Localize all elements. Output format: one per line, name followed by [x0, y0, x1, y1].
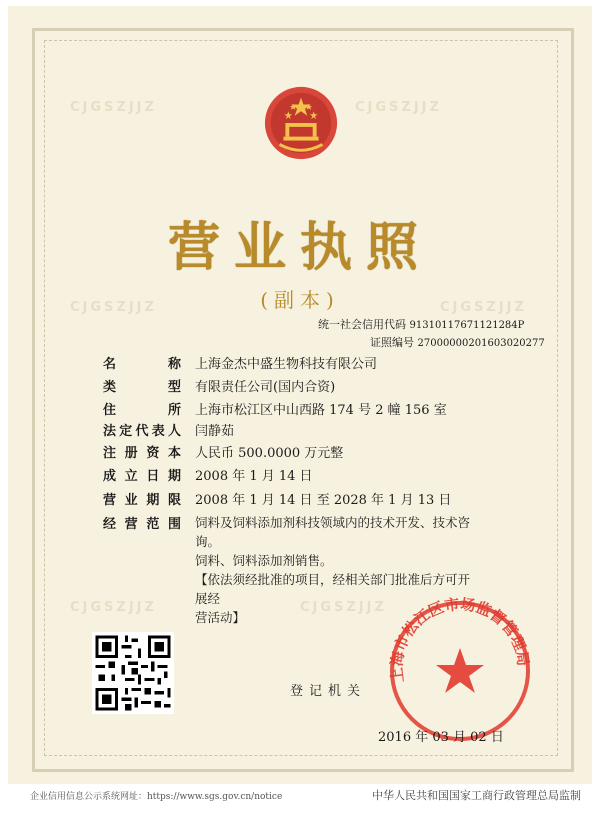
- field-value-type: 有限责任公司(国内合资): [195, 380, 336, 395]
- national-emblem-icon: [262, 84, 340, 162]
- field-label-text: 法 定 代 表 人: [103, 424, 181, 439]
- field-label-capital: [103, 442, 181, 461]
- document-subtitle: (副本): [260, 288, 340, 312]
- cert-no-value: 27000000201603020277: [417, 338, 545, 349]
- field-label-legal-rep: [103, 420, 181, 439]
- issue-date: 2016 年 03 月 02 日: [378, 730, 504, 745]
- registration-authority: 登记机关: [290, 684, 367, 699]
- field-value-capital: 人民币 500.0000 万元整: [195, 446, 344, 461]
- credit-code-row: [318, 316, 524, 332]
- field-value-legal-rep: 闫静茹: [195, 424, 235, 439]
- field-label-text: 名 称: [103, 357, 181, 372]
- watermark: CJGSZJJZ: [70, 300, 157, 315]
- watermark: CJGSZJJZ: [70, 600, 157, 615]
- footer-website: 企业信用信息公示系统网址：https://www.sgs.gov.cn/notice: [30, 792, 283, 802]
- field-label-text: 成 立 日 期: [103, 469, 181, 484]
- field-value-established: 2008 年 1 月 14 日: [195, 469, 313, 484]
- field-label-text: 经 营 范 围: [103, 517, 181, 532]
- business-scope-line: 【依法须经批准的项目，经相关部门批准后方可开展经: [195, 572, 471, 606]
- watermark: CJGSZJJZ: [300, 600, 387, 615]
- field-label-text: 营 业 期 限: [103, 493, 181, 508]
- field-label-type: [103, 376, 181, 395]
- field-label-text: 注 册 资 本: [103, 446, 181, 461]
- seal-text: 上海市松江区市场监督管理局: [387, 596, 533, 684]
- field-value-address: 上海市松江区中山西路 174 号 2 幢 156 室: [195, 403, 447, 418]
- field-value-term: 2008 年 1 月 14 日 至 2028 年 1 月 13 日: [195, 493, 452, 508]
- field-label-scope: [103, 513, 181, 532]
- qr-code-icon[interactable]: [92, 632, 174, 714]
- credit-code-label: 统一社会信用代码: [318, 318, 406, 331]
- business-scope-line: 饲料及饲料添加剂科技领域内的技术开发、技术咨询。: [195, 515, 471, 549]
- business-scope-line: 饲料、饲料添加剂销售。: [195, 553, 333, 568]
- watermark: CJGSZJJZ: [70, 100, 157, 115]
- credit-code-value: 91310117671121284P: [409, 320, 525, 331]
- watermark: CJGSZJJZ: [440, 300, 527, 315]
- business-scope-line: 营活动】: [195, 610, 246, 625]
- field-label-established: [103, 465, 181, 484]
- watermark: CJGSZJJZ: [355, 100, 442, 115]
- field-label-name: [103, 353, 181, 372]
- cert-no-row: [370, 334, 545, 350]
- field-label-term: [103, 489, 181, 508]
- field-label-text: 住 所: [103, 403, 181, 418]
- footer-issuer: 中华人民共和国国家工商行政管理总局监制: [372, 789, 581, 802]
- field-value-name: 上海金杰中盛生物科技有限公司: [195, 357, 378, 372]
- field-label-address: [103, 399, 181, 418]
- official-seal-icon: [385, 596, 535, 746]
- field-label-text: 类 型: [103, 380, 181, 395]
- cert-no-label: 证照编号: [370, 336, 414, 349]
- document-title: 营业执照: [167, 217, 432, 278]
